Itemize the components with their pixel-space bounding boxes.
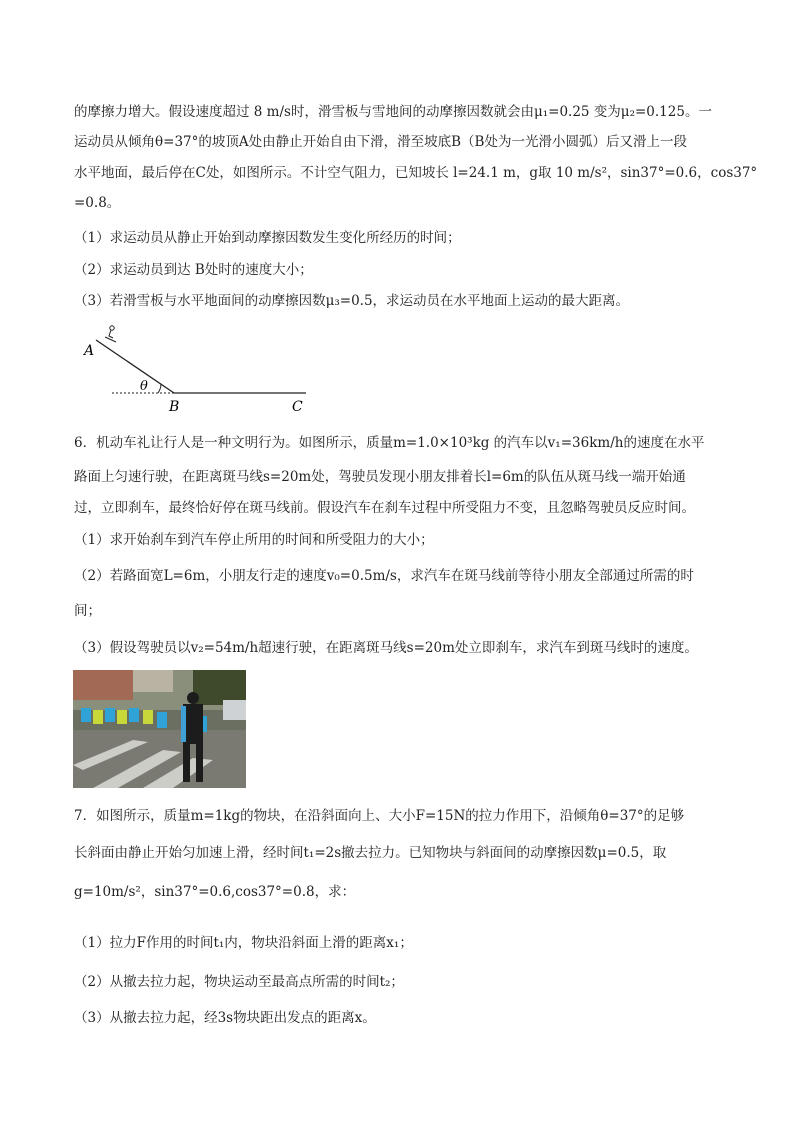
p5-line-4: =0.8。	[74, 195, 121, 211]
p7-line-1: 7．如图所示，质量m=1kg的物块，在沿斜面向上、大小F=15N的拉力作用下，沿倾角θ=37°的足够	[74, 808, 685, 824]
p7-question-1: （1）拉力F作用的时间t₁内，物块沿斜面上滑的距离x₁；	[74, 935, 413, 951]
p5-line-1: 的摩擦力增大。假设速度超过 8 m/s时，滑雪板与雪地间的动摩擦因数就会由μ₁=0.25 变为μ₂=0.125。一	[74, 104, 712, 120]
p7-line-2: 长斜面由静止开始匀加速上滑，经时间t₁=2s撤去拉力。已知物块与斜面间的动摩擦因数μ=0.5，取	[74, 845, 667, 861]
p5-line-2: 运动员从倾角θ=37°的坡顶A处由静止开始自由下滑，滑至坡底B（B处为一光滑小圆弧）后又滑上一段	[74, 134, 687, 150]
p5-question-1: （1）求运动员从静止开始到动摩擦因数发生变化所经历的时间；	[74, 230, 461, 246]
label-c: C	[292, 399, 303, 415]
slope-line	[96, 340, 174, 393]
p7-question-3: （3）从撤去拉力起，经3s物块距出发点的距离x。	[74, 1010, 376, 1026]
p6-line-2: 路面上匀速行驶，在距离斑马线s=20m处，驾驶员发现小朋友排着长l=6m的队伍从斑马线一端开始通	[74, 469, 686, 485]
skier-icon	[105, 326, 116, 342]
p5-question-2: （2）求运动员到达 B处时的速度大小；	[74, 262, 313, 278]
p6-question-3: （3）假设驾驶员以v₂=54m/h超速行驶，在距离斑马线s=20m处立即刹车，求汽车到斑马线时的速度。	[74, 640, 698, 656]
p7-question-2: （2）从撤去拉力起，物块运动至最高点所需的时间t₂；	[74, 974, 404, 990]
p7-line-3: g=10m/s²，sin37°=0.6,cos37°=0.8，求：	[74, 884, 356, 900]
p6-question-1: （1）求开始刹车到汽车停止所用的时间和所受阻力的大小；	[74, 532, 434, 548]
p5-line-3: 水平地面，最后停在C处，如图所示。不计空气阻力，已知坡长 l=24.1 m，g取 10 m/s²，sin37°=0.6，cos37°	[74, 165, 758, 181]
slope-diagram	[74, 318, 314, 418]
p6-line-3: 过，立即刹车，最终恰好停在斑马线前。假设汽车在刹车过程中所受阻力不变，且忽略驾驶员反应时间。	[74, 500, 695, 516]
label-b: B	[169, 399, 180, 415]
crosswalk-photo-drawing	[73, 670, 246, 788]
crosswalk-photo	[73, 670, 246, 788]
p6-question-2b: 间；	[74, 603, 101, 619]
angle-arc	[158, 384, 161, 393]
p6-question-2a: （2）若路面宽L=6m，小朋友行走的速度v₀=0.5m/s，求汽车在斑马线前等待小朋友全部通过所需的时	[74, 568, 694, 584]
label-a: A	[84, 343, 95, 359]
label-theta: θ	[140, 379, 148, 394]
p5-question-3: （3）若滑雪板与水平地面间的动摩擦因数μ₃=0.5，求运动员在水平地面上运动的最大距离。	[74, 293, 630, 309]
p6-line-1: 6．机动车礼让行人是一种文明行为。如图所示，质量m=1.0×10³kg 的汽车以v₁=36km/h的速度在水平	[74, 435, 705, 451]
